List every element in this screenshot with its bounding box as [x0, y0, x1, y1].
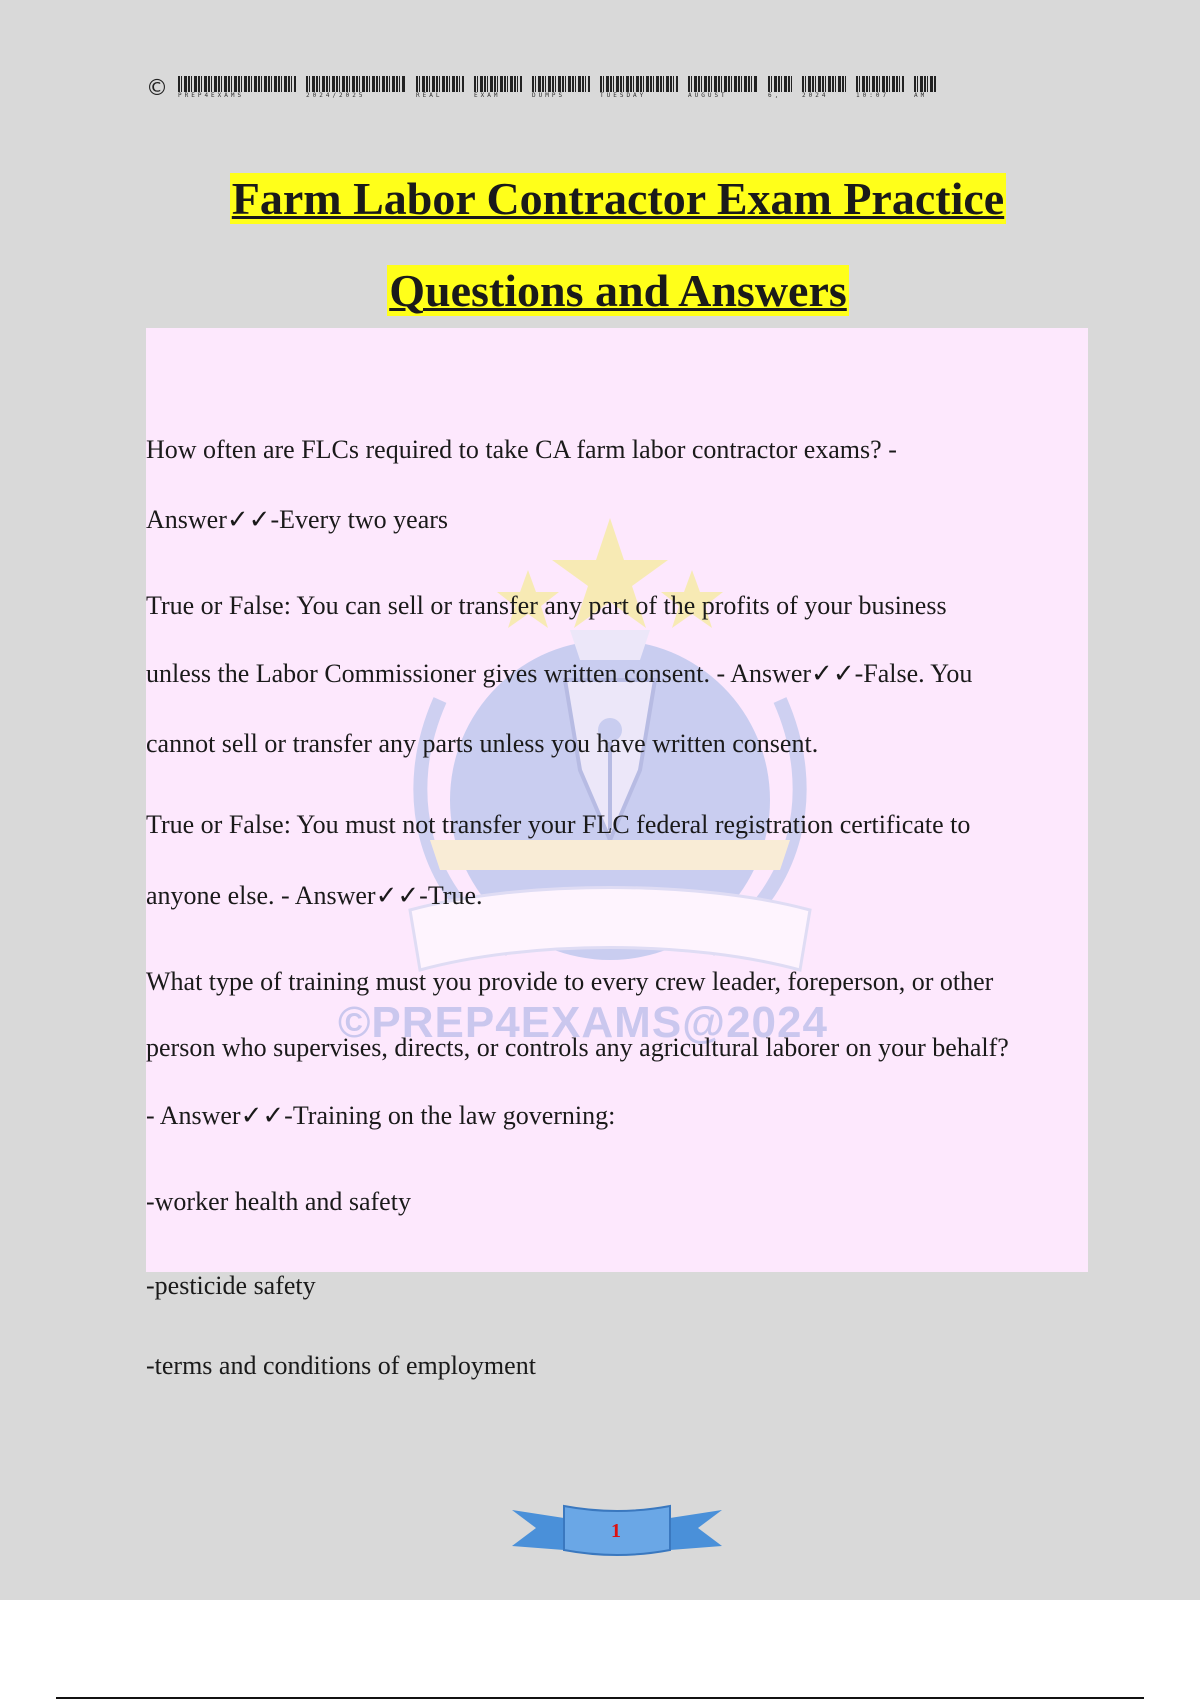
question-2-line-2: unless the Labor Commissioner gives written consent. - Answer✓✓-False. You — [146, 659, 973, 688]
watermark-text: ©PREP4EXAMS@2024 — [338, 998, 828, 1047]
barcode-segment: AM — [914, 76, 936, 100]
copyright-symbol: © — [146, 76, 168, 101]
question-4-line-1: What type of training must you provide to every crew leader, foreperson, or other — [146, 967, 994, 996]
document-title-line-2: Questions and Answers — [389, 265, 847, 316]
barcode-segment: PREP4EXAMS — [178, 76, 296, 100]
bottom-divider — [56, 1697, 1144, 1699]
barcode-segment: 6, — [768, 76, 792, 100]
answer-1: Answer✓✓-Every two years — [146, 505, 449, 534]
answer-4: - Answer✓✓-Training on the law governing: — [146, 1101, 616, 1130]
header-barcode-line — [146, 76, 976, 106]
barcode-segment: AUGUST — [688, 76, 758, 100]
answer-4-item-2: -pesticide safety — [146, 1271, 316, 1300]
barcode-segment: 2024 — [802, 76, 846, 100]
question-3-line-1: True or False: You must not transfer your FLC federal registration certificate to — [146, 810, 971, 839]
barcode-segment: DUMPS — [532, 76, 590, 100]
answer-4-item-1: -worker health and safety — [146, 1187, 411, 1216]
answer-2-continued: cannot sell or transfer any parts unless you have written consent. — [146, 729, 819, 758]
page-number: 1 — [611, 1520, 621, 1542]
question-2-line-1: True or False: You can sell or transfer any part of the profits of your business — [146, 591, 947, 620]
barcode-segment: REAL — [416, 76, 464, 100]
barcode-segment: EXAM — [474, 76, 522, 100]
question-3-line-2: anyone else. - Answer✓✓-True. — [146, 881, 483, 910]
question-4-line-2: person who supervises, directs, or controls any agricultural laborer on your behalf? — [146, 1033, 1009, 1062]
barcode-segment: 2024/2025 — [306, 76, 406, 100]
barcode-segment: TUESDAY — [600, 76, 678, 100]
document-title-line-1: Farm Labor Contractor Exam Practice — [231, 173, 1005, 224]
question-1-line-1: How often are FLCs required to take CA farm labor contractor exams? - — [146, 435, 897, 464]
answer-4-item-3: -terms and conditions of employment — [146, 1351, 536, 1380]
barcode-segment: 10:07 — [856, 76, 904, 100]
